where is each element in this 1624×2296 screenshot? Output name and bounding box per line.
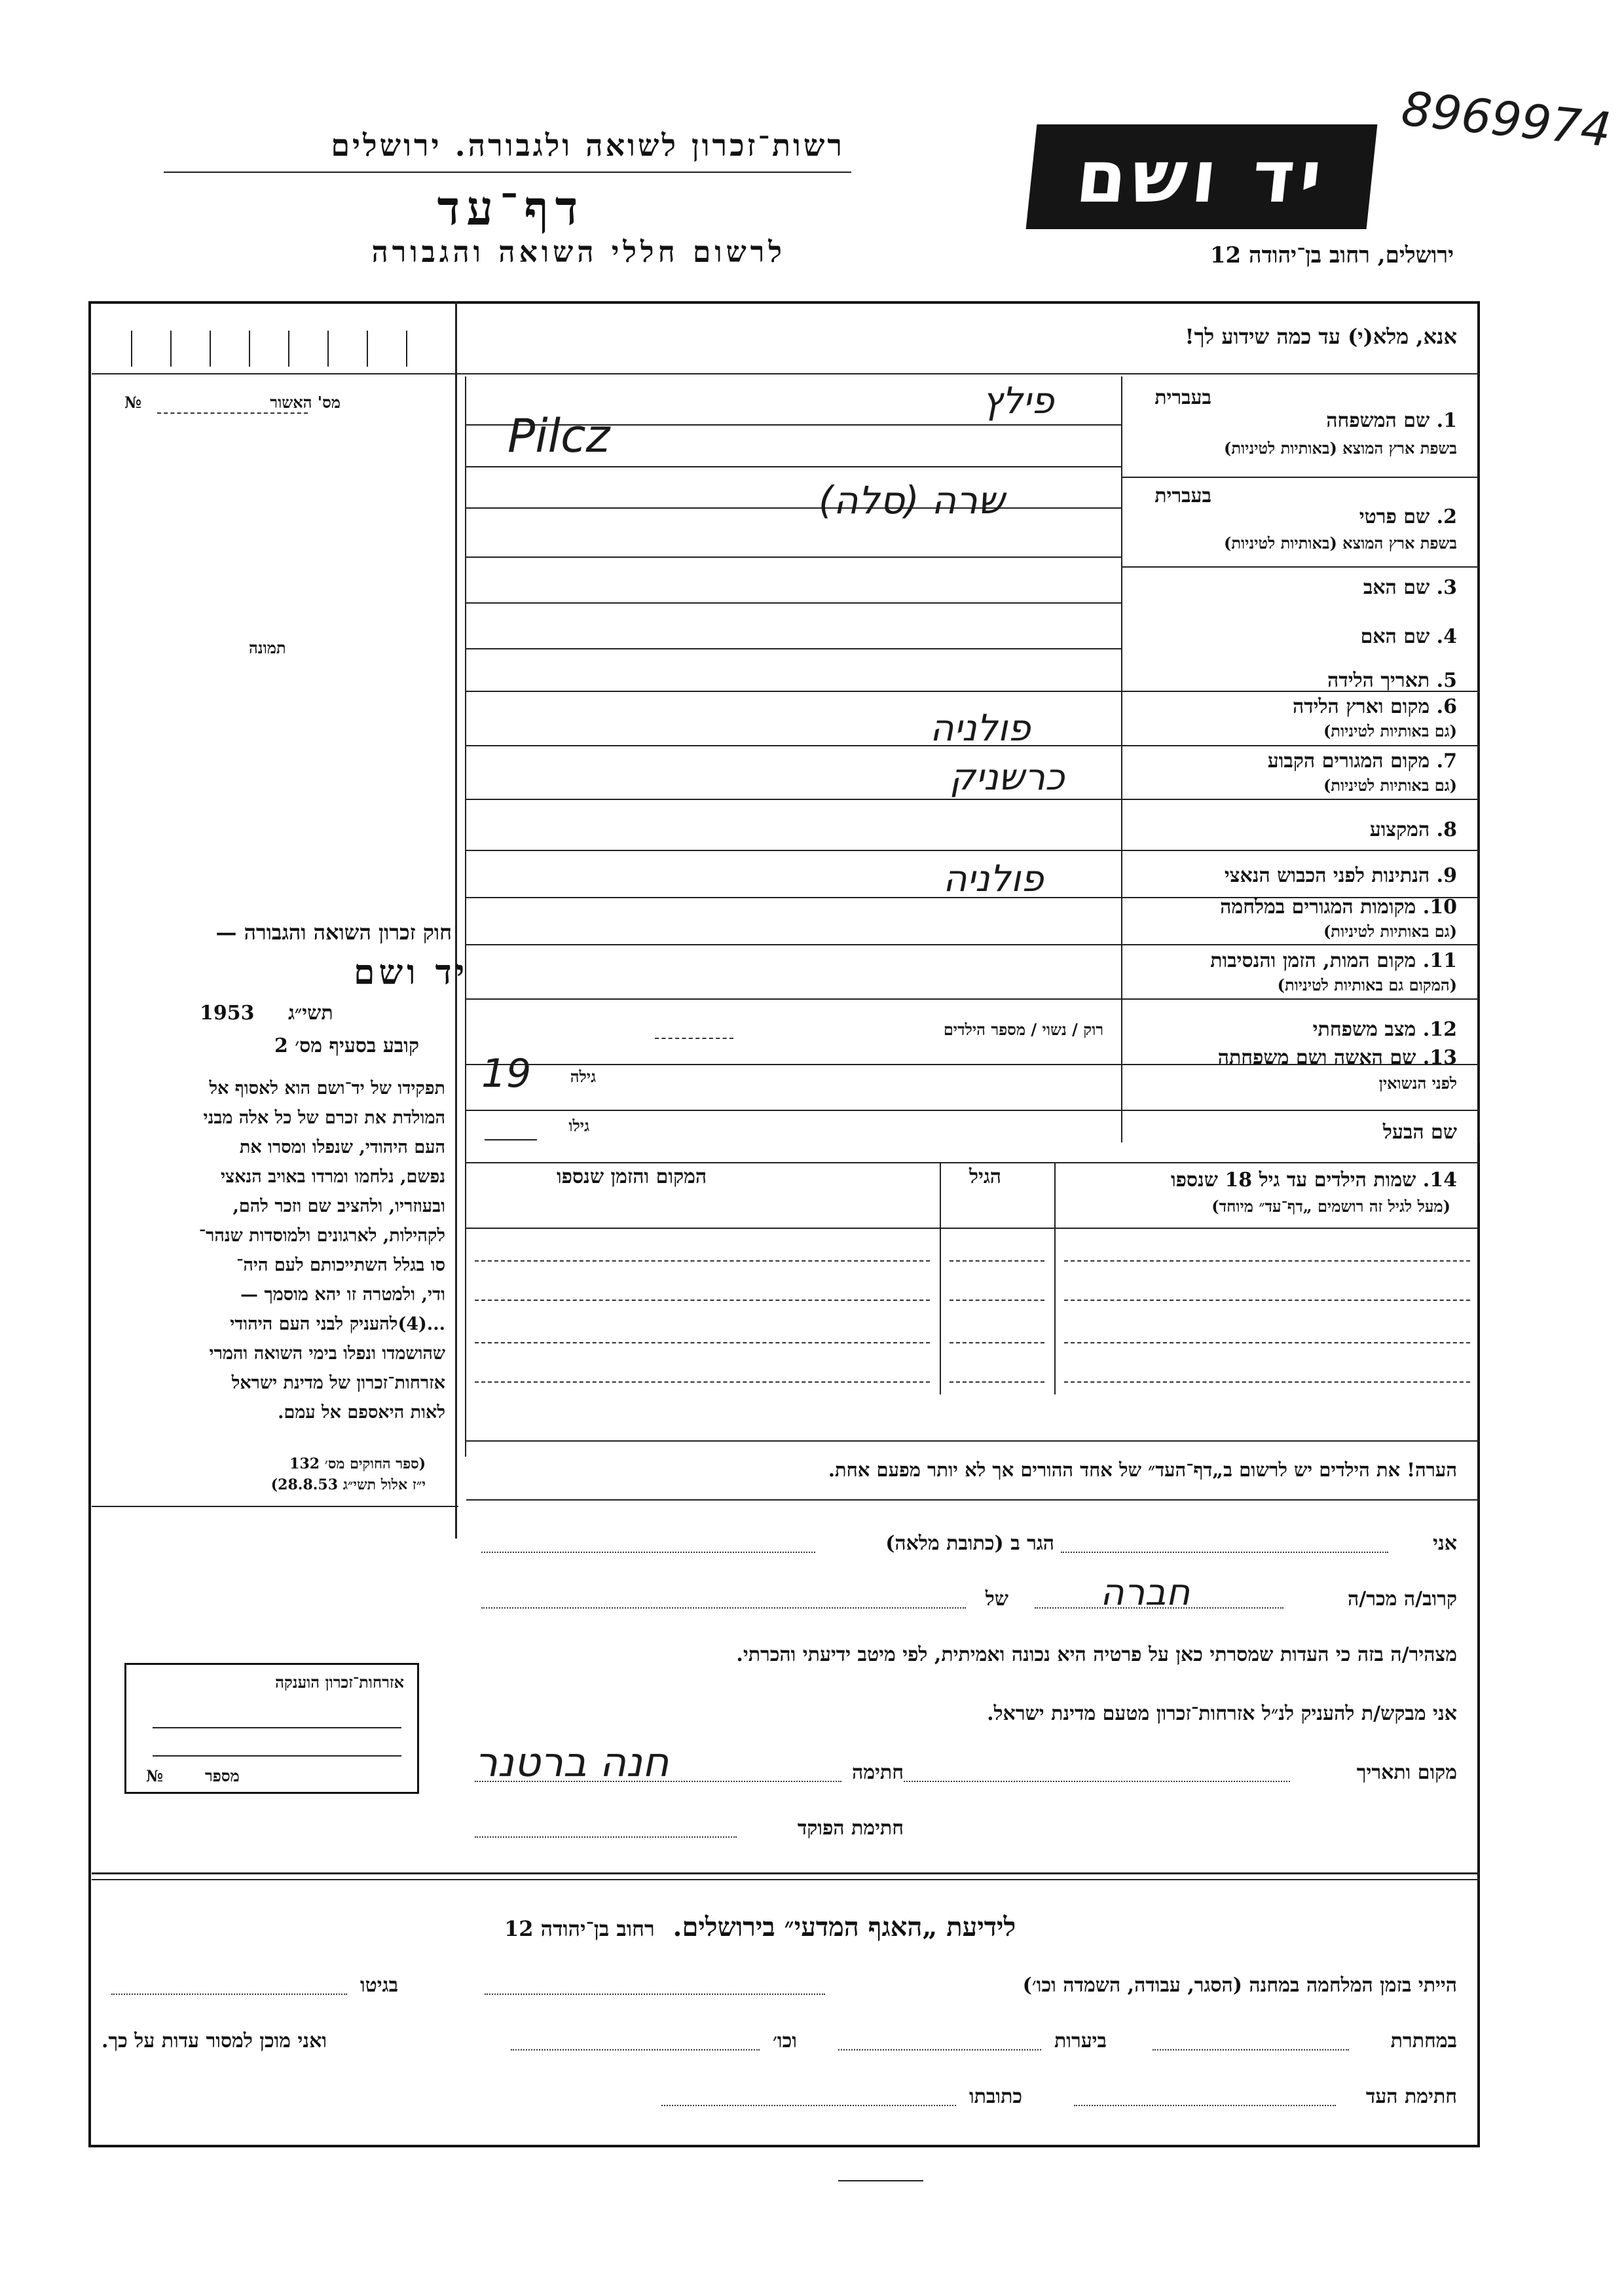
footer-ghetto-label: בגיטו [360, 1974, 399, 1997]
signature-label: חתימה [852, 1761, 904, 1784]
certificate-number: מספר [205, 1766, 240, 1785]
approval-no-mark: № [124, 393, 142, 412]
children-col-age: הגיל [969, 1165, 1002, 1188]
age-value[interactable]: 19 [481, 1051, 532, 1097]
field-10-label: 10. מקומות המגורים במלחמה [1220, 896, 1457, 919]
form-subtitle: לרשום חללי השואה והגבורה [371, 236, 786, 269]
footer-witness-signature: חתימת העד [1365, 2085, 1457, 2108]
declaration-request: אני מבקש/ת להעניק לנ״ל אזרחות־זכרון מטעם מדינת ישראל. [987, 1702, 1457, 1725]
law-citation: (ספר החוקים מס׳ 132 י״ז אלול תשי״ג 28.8.53) [270, 1455, 426, 1493]
field-10-note: (גם באותיות לטיניות) [1323, 922, 1457, 941]
form-title: דף־עד [437, 180, 585, 236]
authority-name: רשות־זכרון לשואה ולגבורה. ירושלים [331, 128, 845, 163]
field-12-label: 12. מצב משפחתי [1312, 1018, 1457, 1041]
footer-etc-label: וכו׳ [773, 2030, 797, 2052]
birth-place-value[interactable]: פולניה [930, 707, 1031, 750]
children-label: 14. שמות הילדים עד גיל 18 שנספו [1170, 1169, 1457, 1192]
field-7-note: (גם באותיות לטיניות) [1323, 776, 1457, 795]
footer-forests-label: ביערות [1054, 2030, 1107, 2052]
field-8-label: 8. המקצוע [1369, 818, 1457, 841]
field-11-label: 11. מקום המות, הזמן והנסיבות [1210, 949, 1457, 972]
field-11-note: (המקום גם באותיות לטיניות) [1277, 975, 1457, 994]
remark: הערה! את הילדים יש לרשום ב„דף־העד״ של אחד ההורים אך לא יותר מפעם אחת. [828, 1459, 1457, 1481]
approval-boxes [124, 331, 439, 367]
signature-value[interactable]: חנה ברטנר [475, 1738, 669, 1786]
declaration-relation-value[interactable]: חברה [1100, 1571, 1190, 1614]
nationality-value[interactable]: פולניה [943, 858, 1044, 900]
certificate-no-mark: № [146, 1766, 164, 1785]
family-name-latin[interactable]: Pilcz [507, 409, 610, 463]
family-name-hebrew[interactable]: פילץ [982, 380, 1054, 422]
footer-address-label: כתובתו [969, 2085, 1023, 2108]
law-text: תפקידו של יד־ושם הוא לאסוף אל המולדת את זכרם של כל אלה מבני העם היהודי, שנפלו ומסרו את נפשם, נלחמו ומרדו באויב הנאצי ובעוזריו, ולהציב שם וזכר להם, לקהילות, לארגונים ולמוסדות שנהר־ סו בגלל השתייכותם לעם היה־ ודי, ולמטרה זו יהא מוסמך — ...(4)להעניק לבני העם היהודי שהושמדו ונפלו בימי השואה והמרי אזרחות־זכרון של מדינת ישראל לאות היאספם אל עמם. [198, 1078, 445, 1423]
declaration-statement: מצהיר/ה בזה כי העדות שמסרתי כאן על פרטיה היא נכונה ואמיתית, לפי מיטב ידיעתי והכרתי. [736, 1643, 1457, 1666]
left-panel-border [455, 301, 457, 1539]
law-year-hebrew: תשי״ג [288, 1002, 333, 1025]
intro-text: אנא, מלא(י) עד כמה שידוע לך! [1185, 324, 1457, 349]
declaration-i: אני [1433, 1532, 1457, 1555]
children-note: (מעל לגיל זה רושמים „דף־עד״ מיוחד) [1211, 1197, 1450, 1216]
officer-signature-label: חתימת הפוקד [797, 1817, 904, 1840]
law-name: יד ושם [354, 953, 469, 993]
authority-underline [164, 172, 851, 173]
field-13-label: 13. שם האשה ושם משפחתה [1217, 1046, 1457, 1069]
footer-testimony-label: ואני מוכן למסור עדות על כך. [101, 2030, 327, 2052]
field-2-note: בשפת ארץ המוצא (באותיות לטיניות) [1224, 534, 1457, 553]
declaration-relative-label: קרוב/ה מכר/ה [1348, 1588, 1457, 1611]
certificate-title: אזרחות־זכרון הוענקה [275, 1673, 404, 1692]
field-1-tag: בעברית [1154, 386, 1211, 409]
field-5-label: 5. תאריך הלידה [1327, 669, 1457, 692]
footer-underground-label: במחתרת [1390, 2030, 1457, 2052]
law-title: חוק זכרון השואה והגבורה — [215, 920, 452, 945]
place-date-label: מקום ותאריך [1356, 1761, 1457, 1784]
marital-options: רוק / נשוי / מספר הילדים [943, 1020, 1103, 1039]
declaration-of-label: של [985, 1588, 1008, 1611]
children-col-place: המקום והזמן שנספו [557, 1165, 707, 1188]
field-13-note: לפני הנשואין [1378, 1074, 1457, 1093]
law-year: 1953 [200, 1002, 255, 1025]
field-7-label: 7. מקום המגורים הקבוע [1267, 750, 1457, 773]
field-1-note: בשפת ארץ המוצא (באותיות לטיניות) [1224, 439, 1457, 458]
field-6-label: 6. מקום וארץ הלידה [1292, 695, 1457, 718]
field-3-label: 3. שם האב [1363, 576, 1457, 599]
law-section: קובע בסעיף מס׳ 2 [274, 1034, 419, 1057]
age-label: גילה [570, 1067, 596, 1086]
address: ירושלים, רחוב בן־יהודה 12 [1209, 242, 1454, 268]
declaration-address-label: הגר ב (כתובת מלאה) [885, 1532, 1054, 1555]
field-6-note: (גם באותיות לטיניות) [1323, 721, 1457, 740]
footer-title: לידיעת „האגף המדעי״ בירושלים. רחוב בן־יהודה 12 [504, 1912, 1016, 1942]
corner-number: 8969974 [1399, 81, 1614, 158]
field-1-label: 1. שם המשפחה [1326, 409, 1457, 432]
approval-number-label: מס' האשור [270, 393, 341, 412]
husband-age-label: גילו [568, 1116, 589, 1135]
husband-label: שם הבעל [1382, 1121, 1457, 1144]
residence-value[interactable]: כרשניק [950, 756, 1065, 799]
yad-vashem-logo: יד ושם [1026, 124, 1378, 229]
photo-label: תמונה [249, 638, 286, 657]
field-2-tag: בעברית [1154, 484, 1211, 507]
field-9-label: 9. הנתינות לפני הכבוש הנאצי [1224, 864, 1457, 887]
field-2-label: 2. שם פרטי [1359, 505, 1457, 528]
certificate-box [124, 1663, 419, 1794]
field-4-label: 4. שם האם [1360, 625, 1457, 648]
footer-camp-label: הייתי בזמן המלחמה במחנה (הסגר, עבודה, השמדה וכו׳) [1022, 1974, 1457, 1997]
first-name-hebrew[interactable]: שרה (סלה) [819, 478, 1005, 522]
